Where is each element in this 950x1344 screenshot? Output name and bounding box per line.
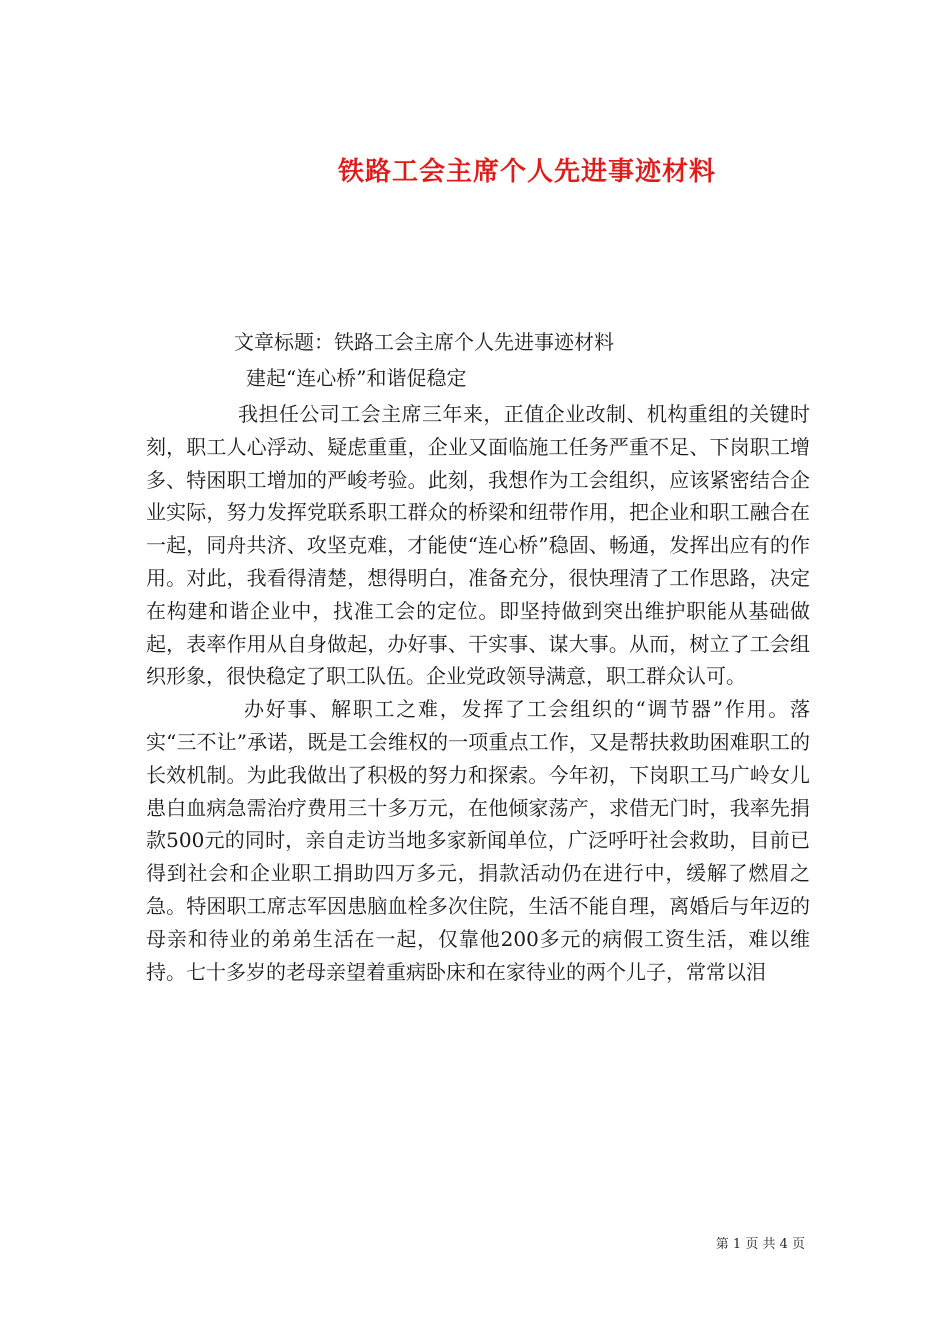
page-number: 第 1 页 共 4 页 bbox=[715, 1237, 805, 1252]
body-paragraph: 我担任公司工会主席三年来，正值企业改制、机构重组的关键时刻，职工人心浮动、疑虑重重，企业又面临施工任务严重不足、下岗职工增多、特困职工增加的严峻考验。此刻，我想作为工会组织，应该紧密结合企业实际，努力发挥党联系职工群众的桥梁和纽带作用，把企业和职工融合在一起，同舟共济、攻坚克难，才能使“连心桥”稳固、畅通，发挥出应有的作用。对此，我看得清楚，想得明白，准备充分，很快理清了工作思路，决定在构建和谐企业中，找准工会的定位。即坚持做到突出维护职能从基础做起，表率作用从自身做起，办好事、干实事、谋大事。从而，树立了工会组织形象，很快稳定了职工队伍。企业党政领导满意，职工群众认可。 bbox=[146, 402, 810, 689]
body-paragraph: 办好事、解职工之难，发挥了工会组织的“调节器”作用。落实“三不让”承诺，既是工会维权的一项重点工作，又是帮扶救助困难职工的长效机制。为此我做出了积极的努力和探索。今年初，下岗职工马广岭女儿患白血病急需治疗费用三十多万元，在他倾家荡产，求借无门时，我率先捐款500元的同时，亲自走访当地多家新闻单位，广泛呼吁社会救助，目前已得到社会和企业职工捐助四万多元，捐款活动仍在进行中，缓解了燃眉之急。特困职工席志军因患脑血栓多次住院，生活不能自理，离婚后与年迈的母亲和待业的弟弟生活在一起，仅靠他200多元的病假工资生活，难以维持。七十多岁的老母亲望着重病卧床和在家待业的两个儿子，常常以泪 bbox=[146, 697, 810, 984]
article-subtitle: 建起“连心桥”和谐促稳定 bbox=[246, 366, 467, 390]
document-title: 铁路工会主席个人先进事迹材料 bbox=[337, 157, 716, 188]
article-body bbox=[146, 398, 810, 988]
article-header: 文章标题：铁路工会主席个人先进事迹材料 bbox=[234, 330, 614, 354]
